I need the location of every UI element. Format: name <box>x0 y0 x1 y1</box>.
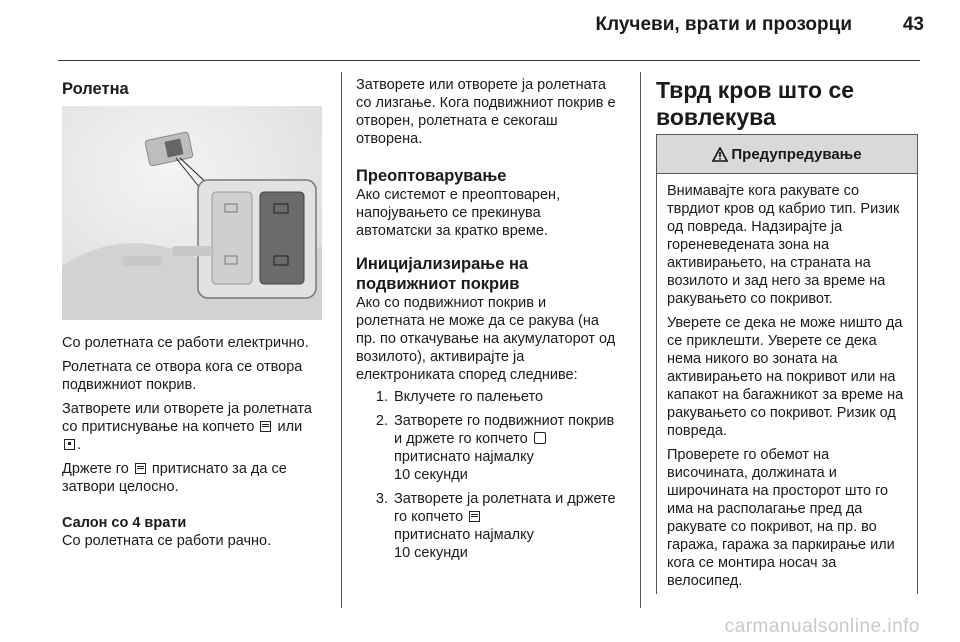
step-text: Затворете ја ролетната и држете го копчето <box>394 491 616 525</box>
column-1-body <box>62 334 320 550</box>
roller-blind-close-icon <box>260 421 271 432</box>
warning-triangle-icon <box>712 147 728 162</box>
section-title-roller-blind: Ролетна <box>62 80 129 98</box>
paragraph: Ролетната се отвора кога се отвора подвижниот покрив. <box>62 359 303 393</box>
step-time: 10 секунди <box>394 545 468 561</box>
warning-paragraph: Уверете се дека не може ништо да се приклешти. Уверете се дека нема никого во зоната на активирањето на покривот или на капакот на багажникот за време на ракувањето со покривот. Ризик од повреда. <box>667 315 904 439</box>
watermark: carmanualsonline.info <box>724 616 920 637</box>
page-number: 43 <box>902 14 924 35</box>
section-title-retractable-hardtop: Тврд кров што се вовлекува <box>656 77 855 130</box>
paragraph: Ако со подвижниот покрив и ролетната не може да се ракува (на пр. по откачување на акумулаторот од возилото), активирајте ја електрониката според следниве: <box>356 295 616 383</box>
paragraph <box>62 460 320 496</box>
column-divider <box>640 72 641 608</box>
paragraph-text: Држете го <box>62 461 129 477</box>
initialization-steps <box>356 388 618 562</box>
warning-paragraph: Проверете го обемот на височината, должината и широчината на просторот што го има на располагање пред да ракувате со покривот, на пр. во гаража, гаража за паркирање или кога се монтира носач за велосипед. <box>667 447 895 589</box>
section-title-initialization: Иницијализирање на подвижниот покрив <box>356 255 529 293</box>
paragraph: Ако системот е преоптоварен, напојувањето се прекинува автоматски за кратко време. <box>356 187 561 239</box>
list-item <box>392 490 618 562</box>
paragraph-text: Затворете или отворете ја ролетната со притиснување на копчето <box>62 401 312 435</box>
header-divider <box>58 60 920 61</box>
subsection-title-4-door: Салон со 4 врати <box>62 515 187 531</box>
warning-box <box>656 134 918 594</box>
step-text: Вклучете го палењето <box>394 389 544 405</box>
paragraph-text: притиснато за да се затвори целосно. <box>62 461 287 495</box>
paragraph-text: или <box>277 419 303 435</box>
column-2-body <box>356 76 618 568</box>
paragraph-text: . <box>77 437 82 453</box>
step-text: Затворете го подвижниот покрив и држете го копчето <box>394 413 615 447</box>
page-header-title: Клучеви, врати и прозорци <box>595 14 852 35</box>
warning-label: Предупредување <box>731 145 862 163</box>
step-text: притиснато најмалку <box>394 449 534 465</box>
roller-blind-open-icon <box>64 439 75 450</box>
warning-paragraph: Внимавајте кога ракувате со тврдиот кров од кабрио тип. Ризик од повреда. Надзирајте ја гореневедената зона на активирањето, на страната на возилото и зад него за време на ракувањето со покривот. <box>667 183 900 307</box>
roller-blind-switch-photo <box>62 106 322 320</box>
paragraph: Со ролетната се работи рачно. <box>62 533 272 549</box>
paragraph: Со ролетната се работи електрично. <box>62 335 309 351</box>
paragraph: Затворете или отворете ја ролетната со лизгање. Кога подвижниот покрив е отворен, ролетната е секогаш отворена. <box>356 77 616 147</box>
section-title-overload: Преоптоварување <box>356 167 507 185</box>
list-item <box>392 412 618 484</box>
warning-body <box>657 174 917 590</box>
step-text: притиснато најмалку <box>394 527 534 543</box>
list-item <box>392 388 618 406</box>
paragraph <box>62 400 320 454</box>
step-time: 10 секунди <box>394 467 468 483</box>
sunroof-button-icon <box>534 432 546 444</box>
warning-header <box>657 135 917 174</box>
roller-blind-close-icon <box>469 511 480 522</box>
roller-blind-close-icon <box>135 463 146 474</box>
column-divider <box>341 72 342 608</box>
